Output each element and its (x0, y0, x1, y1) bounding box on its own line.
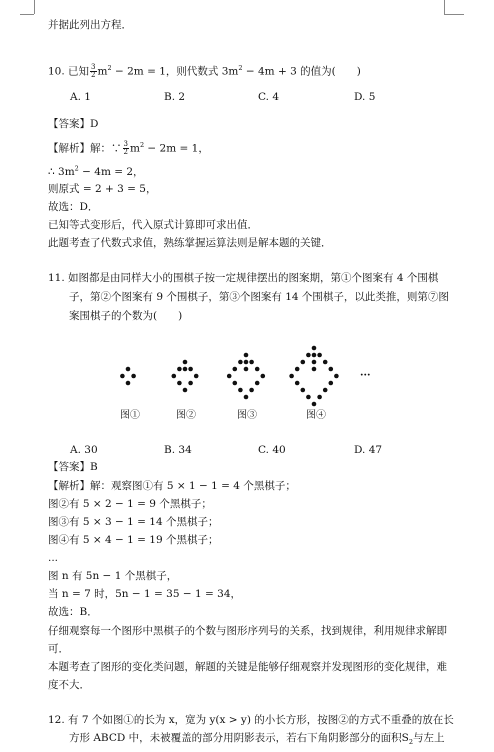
q10-option-a: A. 1 (70, 91, 91, 103)
q11-stem-line1: 11. 如图都是由同样大小的围棋子按一定规律摆出的图案期，第①个图案有 4 个围棋 (48, 272, 439, 284)
go-stone (329, 381, 334, 386)
go-stone (334, 374, 339, 379)
figure-ellipsis: ··· (360, 370, 371, 381)
q11-analysis-line8: 故选：B． (48, 606, 98, 618)
go-stone (183, 360, 188, 365)
go-stone (131, 374, 136, 379)
q10-analysis-fraction: $\frac{3}{2}$ (123, 140, 128, 156)
go-stone (312, 360, 317, 365)
crop-mark-left-horizontal (20, 14, 34, 15)
q11-analysis-line3: 图③有 5 × 3 − 1 = 14 个黑棋子； (48, 516, 219, 528)
q12-stem-line1: 12. 有 7 个如图①的长为 x，宽为 y(x > y) 的小长方形，按图②的方式不重叠的放在长 (48, 714, 454, 726)
q10-analysis-line1: 【解析】解：∵ $\frac{3}{2}$ $m^2 - 2m = 1$， (48, 140, 209, 156)
go-stone (249, 360, 254, 365)
go-stone (301, 388, 306, 393)
q11-stem-line3: 案围棋子的个数为( ) (69, 310, 183, 322)
go-stone (188, 367, 193, 372)
go-stone (312, 367, 317, 372)
q10-analysis-line4: 故选：D． (48, 201, 99, 213)
go-stone (295, 381, 300, 386)
go-stone (244, 353, 249, 358)
pattern-4 (289, 346, 338, 407)
q11-analysis-line7: 当 n = 7 时，5n − 1 = 35 − 1 = 34， (48, 588, 242, 600)
go-stone (177, 367, 182, 372)
q11-analysis-line2: 图②有 5 × 2 − 1 = 9 个黑棋子； (48, 498, 212, 510)
go-stone (244, 367, 249, 372)
q11-answer: 【答案】B (48, 461, 98, 473)
q11-option-b: B. 34 (164, 444, 192, 456)
go-stone (255, 367, 260, 372)
q10-answer: 【答案】D (48, 118, 99, 130)
go-stone (317, 395, 322, 400)
q10-analysis-line6: 此题考查了代数式求值，熟练掌握运算法则是解本题的关键． (48, 237, 332, 249)
crop-mark-right-horizontal (444, 14, 464, 15)
go-stone (244, 360, 249, 365)
go-stone (306, 395, 311, 400)
go-stone (295, 367, 300, 372)
go-stone (312, 353, 317, 358)
go-stone (255, 381, 260, 386)
q11-analysis-line1: 【解析】解：观察图①有 5 × 1 − 1 = 4 个黑棋子； (48, 480, 296, 492)
q11-analysis-line6: 图 n 有 5n − 1 个黑棋子， (48, 570, 178, 582)
go-stone (238, 388, 243, 393)
q12-stem-line2: 方形 ABCD 中，未被覆盖的部分用阴影表示，若右下角阴影部分的面积$S_2$与左上 (69, 732, 445, 747)
go-stone (323, 388, 328, 393)
go-stone (249, 388, 254, 393)
q10-analysis-label: 【解析】 (48, 142, 90, 155)
go-stone (329, 367, 334, 372)
q11-analysis-line12: 度不大． (48, 679, 90, 691)
q11-number: 11. (48, 272, 65, 284)
go-stone (188, 381, 193, 386)
q10-stem-pre: 已知 (68, 65, 90, 78)
go-stone (183, 367, 188, 372)
go-stone (172, 374, 177, 379)
q10-analysis-line3: 则原式 = 2 + 3 = 5， (48, 183, 157, 195)
pattern-3 (227, 353, 265, 400)
q10-stem: 10. 已知 $\frac{3}{2}$ $m^2 - 2m = 1$，则代数式 $3m^2 - 4m + 3$ 的值为( ) (48, 63, 361, 79)
go-stone (183, 388, 188, 393)
q11-stem-line2: 子，第②个图案有 9 个围棋子，第③个图案有 14 个围棋子，以此类推，则第⑦图 (69, 291, 449, 303)
q11-option-c: C. 40 (258, 444, 286, 456)
figure-caption-2: 图② (176, 410, 196, 421)
go-stone (120, 374, 125, 379)
go-stone (233, 381, 238, 386)
q11-analysis-line11: 本题考查了图形的变化类问题，解题的关键是能够仔细观察并发现图形的变化规律，难 (48, 661, 447, 673)
go-stone (306, 353, 311, 358)
go-stone (312, 402, 317, 407)
go-stone (238, 360, 243, 365)
q11-option-a: A. 30 (70, 444, 98, 456)
go-stone (261, 374, 266, 379)
crop-mark-right (444, 0, 445, 14)
pattern-2 (172, 360, 199, 393)
q10-number: 10. (48, 65, 65, 78)
figure-caption-1: 图① (120, 410, 140, 421)
q10-option-b: B. 2 (164, 91, 186, 103)
q11-option-d: D. 47 (354, 444, 383, 456)
q10-fraction: $\frac{3}{2}$ (91, 63, 96, 79)
q10-analysis-line5: 已知等式变形后，代入原式计算即可求出值． (48, 219, 258, 231)
go-stone (233, 367, 238, 372)
go-stone (126, 381, 131, 386)
go-stone (177, 381, 182, 386)
intro-tail-text: 并据此列出方程． (48, 19, 132, 31)
q12-number: 12. (48, 714, 65, 726)
q10-analysis-line2: ∴ $3m^2 - 4m = 2$， (48, 164, 144, 178)
q10-option-d: D. 5 (354, 91, 376, 103)
crop-mark-left (34, 0, 35, 14)
q11-analysis-line10: 可． (48, 643, 69, 655)
go-stone (244, 395, 249, 400)
q11-analysis-line4: 图④有 5 × 4 − 1 = 19 个黑棋子； (48, 534, 219, 546)
figure-caption-3: 图③ (237, 410, 257, 421)
go-stone (301, 360, 306, 365)
q11-analysis-line5: ... (48, 552, 59, 564)
q11-analysis-line9: 仔细观察每一个图形中黑棋子的个数与图形序列号的关系，找到规律，利用规律求解即 (48, 625, 447, 637)
go-stone (312, 346, 317, 351)
figure-caption-4: 图④ (306, 410, 326, 421)
go-stone (126, 367, 131, 372)
go-stone (317, 353, 322, 358)
pattern-1 (120, 367, 136, 386)
q11-analysis-label: 【解析】 (48, 480, 90, 492)
go-stone (194, 374, 199, 379)
go-stone (289, 374, 294, 379)
q10-option-c: C. 4 (258, 91, 280, 103)
go-stone (227, 374, 232, 379)
go-stone (323, 360, 328, 365)
